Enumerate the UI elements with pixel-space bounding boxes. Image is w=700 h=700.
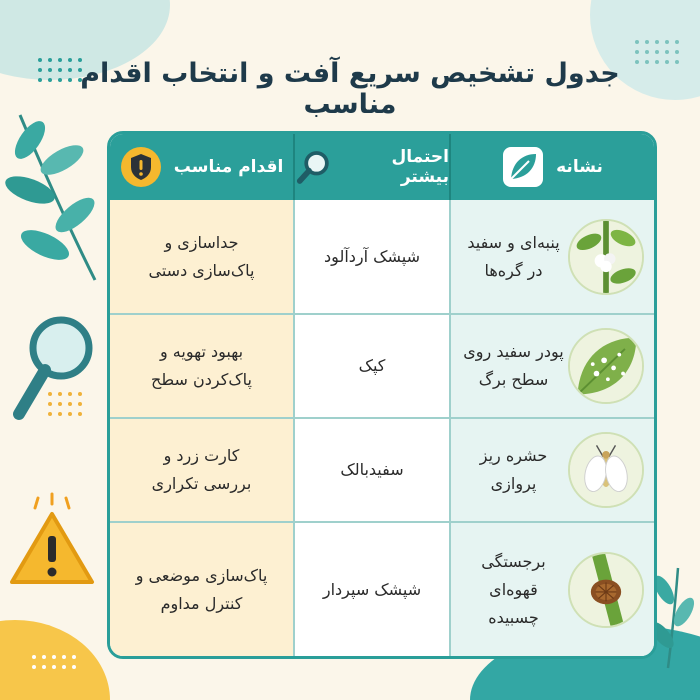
action-text: کارت زرد و	[163, 446, 240, 465]
magnifier-icon	[295, 147, 332, 187]
diagnosis-table	[107, 131, 657, 659]
action-text: پاک‌سازی موضعی و	[135, 565, 268, 585]
pest-cell	[293, 200, 449, 315]
pest-name: سفیدبالک	[340, 460, 404, 479]
header-sign-label: نشانه	[556, 157, 603, 177]
sign-text: پودر سفید روی	[463, 342, 564, 361]
pest-name: شپشک سپردار	[322, 579, 422, 599]
warning-triangle-icon	[8, 492, 100, 588]
sign-cell	[449, 523, 654, 656]
action-text: جداسازی و	[164, 232, 239, 252]
sign-cell	[449, 419, 654, 523]
sign-text: چسبیده	[488, 607, 539, 627]
dot-pattern	[635, 40, 679, 64]
leaf-branch-icon	[0, 100, 105, 285]
sign-text: در گره‌ها	[484, 260, 543, 280]
pest-cell	[293, 315, 449, 419]
sign-cell	[449, 315, 654, 419]
sign-cell	[449, 200, 654, 315]
action-cell	[110, 315, 293, 419]
pest-name: شپشک آردآلود	[324, 246, 420, 266]
magnifying-glass-icon	[5, 310, 100, 425]
pest-cell	[293, 419, 449, 523]
shield-alert-icon	[120, 146, 162, 188]
header-pest	[293, 134, 449, 200]
action-text: کنترل مداوم	[160, 593, 243, 613]
dot-pattern	[32, 655, 76, 669]
cottony-node-icon	[568, 219, 644, 295]
whitefly-icon	[568, 432, 644, 508]
header-pest-label: احتمال بیشتر	[391, 147, 449, 187]
action-cell	[110, 200, 293, 315]
action-text: بهبود تهویه و	[159, 342, 244, 361]
action-text: بررسی تکراری	[151, 474, 252, 493]
sign-text: برجستگی قهوه‌ای	[481, 551, 546, 599]
action-text: پاک‌سازی دستی	[148, 260, 255, 280]
action-text: پاک‌کردن سطح	[151, 370, 252, 389]
header-action	[110, 134, 293, 200]
sign-text: سطح برگ	[478, 370, 549, 389]
powdery-leaf-icon	[568, 328, 644, 404]
pest-cell	[293, 523, 449, 656]
header-action-label: اقدام مناسب	[173, 157, 284, 177]
sign-text: پنبه‌ای و سفید	[467, 232, 560, 252]
page-title: جدول تشخیص سریع آفت و انتخاب اقدام مناسب	[80, 58, 620, 120]
pest-name: کپک	[358, 356, 386, 375]
scale-insect-icon	[568, 552, 644, 628]
header-sign	[449, 134, 654, 200]
leaf-icon	[502, 146, 544, 188]
action-cell	[110, 419, 293, 523]
sign-text: حشره ریز پروازی	[479, 446, 548, 493]
action-cell	[110, 523, 293, 656]
